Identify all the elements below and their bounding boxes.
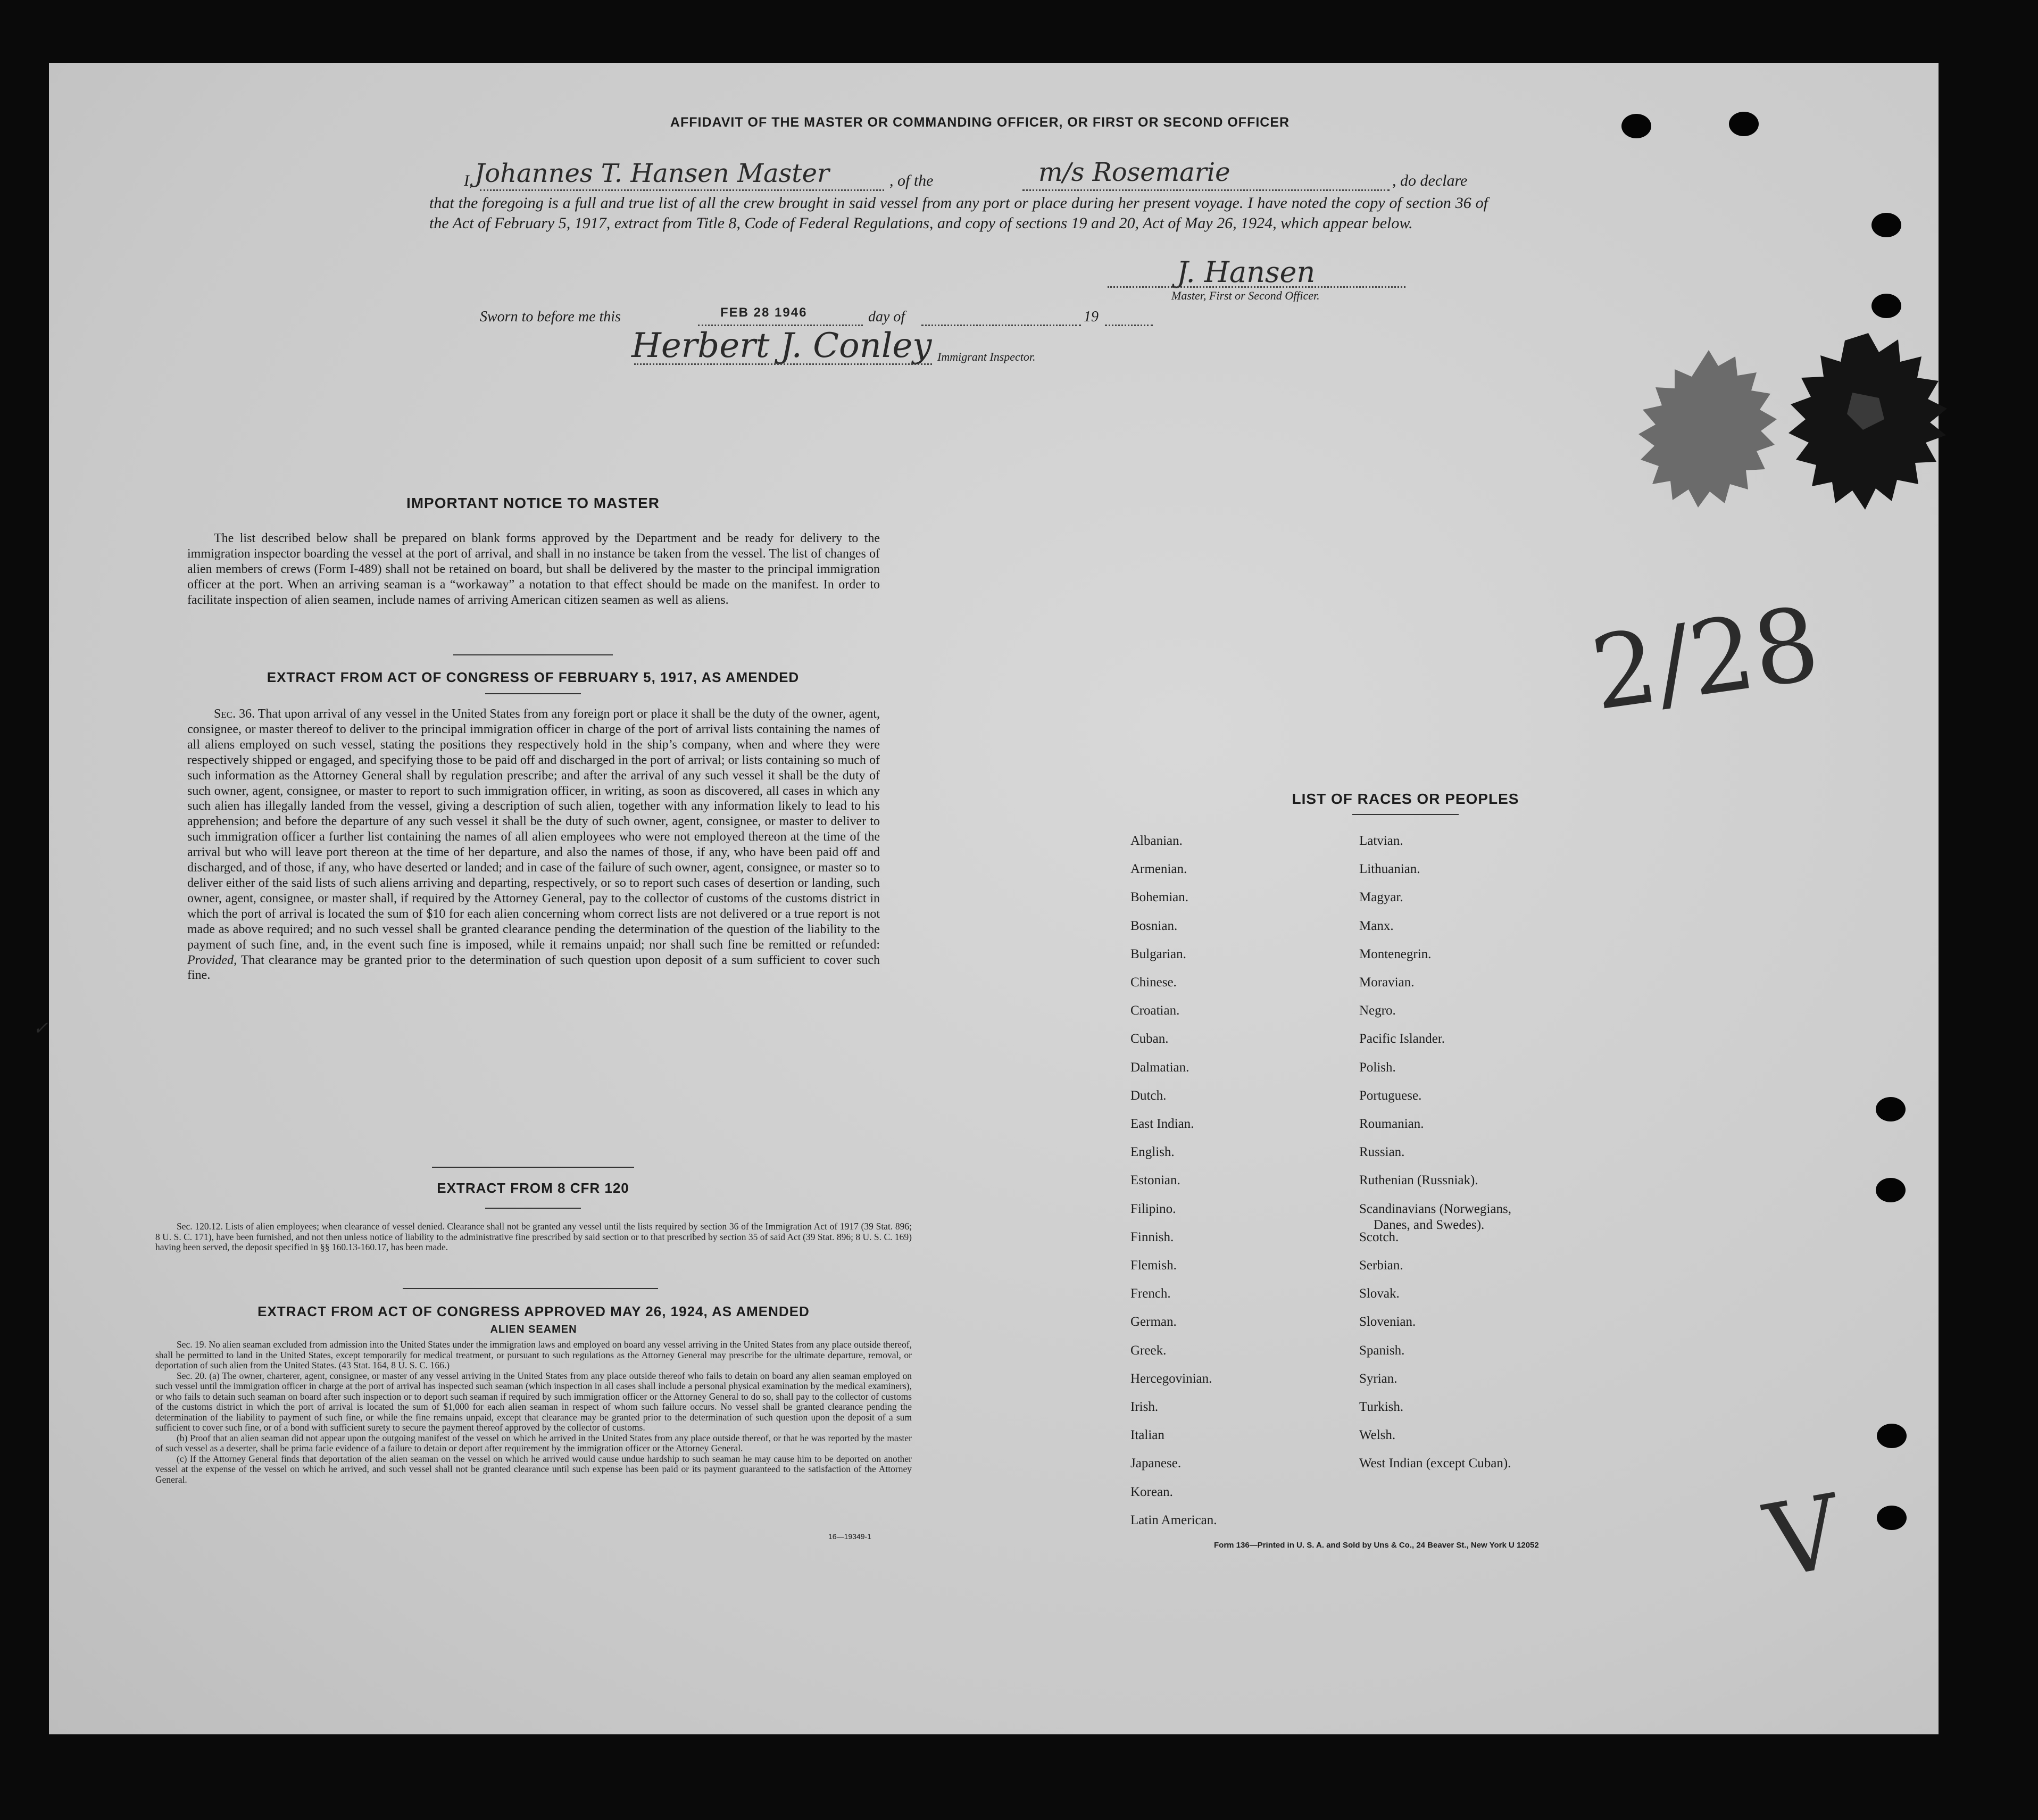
sec36-body bbox=[187, 707, 880, 983]
race-item: Bohemian. bbox=[1130, 890, 1189, 905]
race-item: Estonian. bbox=[1130, 1173, 1180, 1188]
race-item: Bosnian. bbox=[1130, 918, 1178, 933]
extract-1917-title: EXTRACT FROM ACT OF CONGRESS OF FEBRUARY 5, 1917, AS AMENDED bbox=[267, 669, 800, 685]
race-item: East Indian. bbox=[1130, 1117, 1194, 1131]
race-item: West Indian (except Cuban). bbox=[1359, 1456, 1511, 1471]
race-item: Finnish. bbox=[1130, 1229, 1174, 1244]
margin-tick: ✓ bbox=[33, 1018, 48, 1039]
race-item: Syrian. bbox=[1359, 1371, 1398, 1386]
race-item: Turkish. bbox=[1359, 1400, 1404, 1414]
alien-seamen-subtitle: ALIEN SEAMEN bbox=[490, 1324, 577, 1335]
vessel-name-line bbox=[1022, 189, 1390, 191]
notice-body: The list described below shall be prepared on blank forms approved by the Department and be ready for delivery to the immigration inspector boarding the vessel at the port of arrival, and shall in no instance be taken from the vessel. The list of changes of alien members of crews (Form I-489) shall not be retained on board, but shall be delivered by the master to the principal immigration officer at the port. When an arriving seaman is a “workaway” a notation to that effect should be made on the manifest. In order to facilitate inspection of alien seamen, include names of arriving American citizen seamen as well as aliens. bbox=[187, 531, 880, 607]
manifest-page bbox=[33, 63, 1939, 1734]
sec20c-text: (c) If the Attorney General finds that deportation of the alien seaman on the vessel on which he arrived would cause undue hardship to such seaman he may cause him to be deported on another vessel at the expense of the vessel on which he arrived, and such vessel shall not be granted clearance until such expense has been paid or its payment guaranteed to the satisfaction of the Attorney General. bbox=[155, 1453, 912, 1485]
affidavit-body: that the foregoing is a full and true list of all the crew brought in said vessel from any port or place during her present voyage. I have noted the copy of section 36 of the Act of February 5, 1917, extract from Title 8, Code of Federal Regulations, and copy of sections 19 and 20, Act of May 26, 1924, which appear below. bbox=[429, 194, 1488, 232]
race-item: Irish. bbox=[1130, 1400, 1159, 1414]
check-mark-handwriting: V bbox=[1757, 1472, 1850, 1601]
sworn-text: Sworn to before me this bbox=[480, 309, 621, 325]
race-item: Italian bbox=[1130, 1428, 1164, 1443]
race-item: Scandinavians (Norwegians, bbox=[1359, 1201, 1512, 1216]
form-footer: Form 136—Printed in U. S. A. and Sold by Uns & Co., 24 Beaver St., New York U 12052 bbox=[1214, 1541, 1539, 1550]
affidavit-title: AFFIDAVIT OF THE MASTER OR COMMANDING OFFICER, OR FIRST OR SECOND OFFICER bbox=[670, 115, 1290, 130]
race-item: Flemish. bbox=[1130, 1258, 1177, 1273]
sec36-text-end: That clearance may be granted prior to the determination of such question upon deposit of a sum sufficient to cover such fine. bbox=[187, 953, 880, 983]
race-item: Croatian. bbox=[1130, 1003, 1180, 1018]
sec36-label: Sec. 36. bbox=[214, 707, 255, 721]
master-signature-line bbox=[1108, 286, 1405, 288]
punch-hole bbox=[1877, 1424, 1907, 1448]
race-item: Latin American. bbox=[1130, 1512, 1217, 1527]
race-item: Montenegrin. bbox=[1359, 946, 1432, 961]
affidavit-of-the: , of the bbox=[889, 172, 934, 189]
sec20b-text: (b) Proof that an alien seaman did not appear upon the outgoing manifest of the vessel on which he arrived in the United States from any place outside thereof, or that he was reported by the master of such vessel as a deserter, shall be prima facie evidence of a failure to detain or deport after requirement by the immigration officer or the Attorney General. bbox=[155, 1432, 912, 1453]
wax-seal-gray bbox=[1624, 345, 1794, 520]
race-item: Pacific Islander. bbox=[1359, 1032, 1445, 1046]
affidavit-do-declare: , do declare bbox=[1392, 172, 1468, 189]
races-title: LIST OF RACES OR PEOPLES bbox=[1292, 791, 1519, 807]
race-item: Slovenian. bbox=[1359, 1315, 1416, 1329]
race-item: Portuguese. bbox=[1359, 1088, 1422, 1103]
year-prefix: 19 bbox=[1084, 309, 1099, 325]
wax-seal-dark bbox=[1778, 329, 1959, 520]
race-item: Slovak. bbox=[1359, 1286, 1400, 1301]
race-item: Danes, and Swedes). bbox=[1374, 1217, 1485, 1232]
race-item: Negro. bbox=[1359, 1003, 1396, 1018]
extract-1924-title: EXTRACT FROM ACT OF CONGRESS APPROVED MAY 26, 1924, AS AMENDED bbox=[257, 1303, 810, 1319]
master-name-line bbox=[480, 189, 884, 191]
year-line bbox=[1105, 325, 1153, 326]
inspector-signature: Herbert J. Conley bbox=[631, 326, 932, 365]
race-item: Serbian. bbox=[1359, 1258, 1403, 1273]
date-stamp: FEB 28 1946 bbox=[720, 305, 808, 320]
divider bbox=[485, 693, 581, 694]
sec19-text: Sec. 19. No alien seaman excluded from admission into the United States under the immigration laws and employed on board any vessel arriving in the United States from any place outside thereof, shall be permitted to land in the United States, except temporarily for medical treatment, or pursuant to such regulations as the Attorney General may prescribe for the ultimate departure, removal, or deportation of such alien from the United States. (43 Stat. 164, 8 U. S. C. 166.) bbox=[155, 1339, 912, 1370]
race-item: Greek. bbox=[1130, 1343, 1167, 1358]
affidavit-i: I, bbox=[464, 172, 473, 189]
form-code: 16—19349-1 bbox=[828, 1532, 871, 1541]
race-item: Roumanian. bbox=[1359, 1117, 1424, 1131]
punch-hole bbox=[1876, 1097, 1906, 1121]
race-item: Filipino. bbox=[1130, 1201, 1176, 1216]
race-item: Latvian. bbox=[1359, 834, 1403, 848]
race-item: German. bbox=[1130, 1315, 1177, 1329]
punch-hole bbox=[1871, 213, 1901, 237]
sec20a-text: Sec. 20. (a) The owner, charterer, agent, consignee, or master of any vessel arriving in the United States from any place outside thereof who fails to detain on board any alien seaman employed on such vessel until the immigration officer in charge at the port of arrival has inspected such seaman (which inspection in all cases shall include a personal physical examination by the medical examiners), or who fails to detain such seaman on board after such inspection or to deport such seaman if required by such immigration officer or the Attorney General to do so, shall pay to the collector of customs of the customs district in which the port of arrival is located the sum of $1,000 for each alien seaman in respect of whom such failure occurs. No vessel shall be granted clearance pending the determination of the liability to payment of such fine, or while the fine remains unpaid, except that clearance may be granted prior to the determination of such question upon the deposit of a sum sufficient to cover such fine, or of a bond with sufficient surety to secure the payment thereof approved by the collector of customs. bbox=[155, 1370, 912, 1433]
divider bbox=[403, 1288, 658, 1289]
punch-hole bbox=[1871, 294, 1901, 318]
race-item: Spanish. bbox=[1359, 1343, 1405, 1358]
divider bbox=[453, 654, 613, 655]
race-item: Welsh. bbox=[1359, 1428, 1396, 1443]
month-line bbox=[921, 325, 1081, 326]
race-item: Ruthenian (Russniak). bbox=[1359, 1173, 1478, 1188]
punch-hole bbox=[1877, 1506, 1907, 1530]
folio-number-handwriting: 2/28 bbox=[1584, 585, 1826, 733]
race-item: Albanian. bbox=[1130, 834, 1183, 848]
race-item: Manx. bbox=[1359, 918, 1394, 933]
race-item: Lithuanian. bbox=[1359, 862, 1420, 877]
race-item: Bulgarian. bbox=[1130, 946, 1186, 961]
race-item: French. bbox=[1130, 1286, 1171, 1301]
vessel-name-handwriting: m/s Rosemarie bbox=[1038, 157, 1230, 187]
punch-hole bbox=[1876, 1178, 1906, 1202]
divider bbox=[432, 1167, 634, 1168]
sec120-body: Sec. 120.12. Lists of alien employees; when clearance of vessel denied. Clearance shall not be granted any vessel until the lists required by section 36 of the Immigration Act of 1917 (39 Stat. 896; 8 U. S. C. 171), have been furnished, and not then unless notice of liability to the administrative fine prescribed by said section or to that prescribed by section 35 of said Act (39 Stat. 896; 8 U. S. C. 169) having been served, the deposit specified in §§ 160.13-160.17, has been made. bbox=[155, 1221, 912, 1252]
notice-title: IMPORTANT NOTICE TO MASTER bbox=[406, 495, 660, 511]
race-item: Armenian. bbox=[1130, 862, 1187, 877]
race-item: Cuban. bbox=[1130, 1032, 1169, 1046]
extract-cfr-title: EXTRACT FROM 8 CFR 120 bbox=[437, 1180, 629, 1196]
master-name-handwriting: Johannes T. Hansen Master bbox=[475, 159, 829, 188]
inspector-caption: Immigrant Inspector. bbox=[937, 350, 1036, 363]
race-item: Korean. bbox=[1130, 1484, 1173, 1499]
sec19-20-body bbox=[155, 1340, 912, 1485]
punch-hole bbox=[1621, 114, 1651, 138]
punch-hole bbox=[1729, 112, 1759, 136]
race-item: Magyar. bbox=[1359, 890, 1403, 905]
divider bbox=[1352, 814, 1459, 815]
master-signature-caption: Master, First or Second Officer. bbox=[1171, 289, 1320, 302]
race-item: Chinese. bbox=[1130, 975, 1177, 990]
race-item: Moravian. bbox=[1359, 975, 1415, 990]
inspector-signature-line bbox=[634, 363, 932, 365]
race-item: Dutch. bbox=[1130, 1088, 1167, 1103]
sec36-text: That upon arrival of any vessel in the United States from any foreign port or place it shall be the duty of the owner, agent, consignee, or master thereof to deliver to the principal immigration officer in charge of the port of arrival lists containing the names of all aliens employed on such vessel, stating the positions they respectively hold in the ship’s company, when and where they were respectively shipped or engaged, and specifying those to be paid off and discharged in the port of arrival; or lists containing so much of such information as the Attorney General shall by regulation prescribe; and after the arrival of any such vessel it shall be the duty of such owner, agent, consignee, or master to report to such immigration officer, in writing, as soon as discovered, all cases in which any such alien has illegally landed from the vessel, giving a description of such alien, together with any information likely to lead to his apprehension; and before the departure of any such vessel it shall be the duty of such owner, agent, consignee, or master to deliver to such immigration officer a further list containing the names of all alien employees who were not employed thereon at the time of the arrival but who will leave port thereon at the time of her departure, and also the names of those, if any, who have been paid off and discharged, and of those, if any, who have deserted or landed; and in case of the failure of such owner, agent, consignee, or master so to deliver either of the said lists of such aliens arriving and departing, respectively, or so to report such cases of desertion or landing, such owner, agent, consignee, or master shall, if required by the Attorney General, pay to the collector of customs of the customs district in which the port of arrival is located the sum of $10 for each alien concerning whom correct lists are not delivered or a true report is not made as above required; and no such vessel shall be granted clearance pending the determination of the question of the liability to the payment of such fine, and, in the event such fine is imposed, while it remains unpaid; nor shall such fine be remitted or refunded: bbox=[187, 707, 880, 952]
race-item: Russian. bbox=[1359, 1145, 1405, 1160]
day-of-text: day of bbox=[868, 309, 905, 325]
race-item: Japanese. bbox=[1130, 1456, 1182, 1471]
race-item: Polish. bbox=[1359, 1060, 1396, 1075]
race-item: Dalmatian. bbox=[1130, 1060, 1189, 1075]
master-signature: J. Hansen bbox=[1177, 255, 1316, 289]
race-item: English. bbox=[1130, 1145, 1175, 1160]
race-item: Scotch. bbox=[1359, 1229, 1399, 1244]
sec36-provided: Provided, bbox=[187, 953, 237, 967]
race-item: Hercegovinian. bbox=[1130, 1371, 1212, 1386]
divider bbox=[485, 1208, 581, 1209]
